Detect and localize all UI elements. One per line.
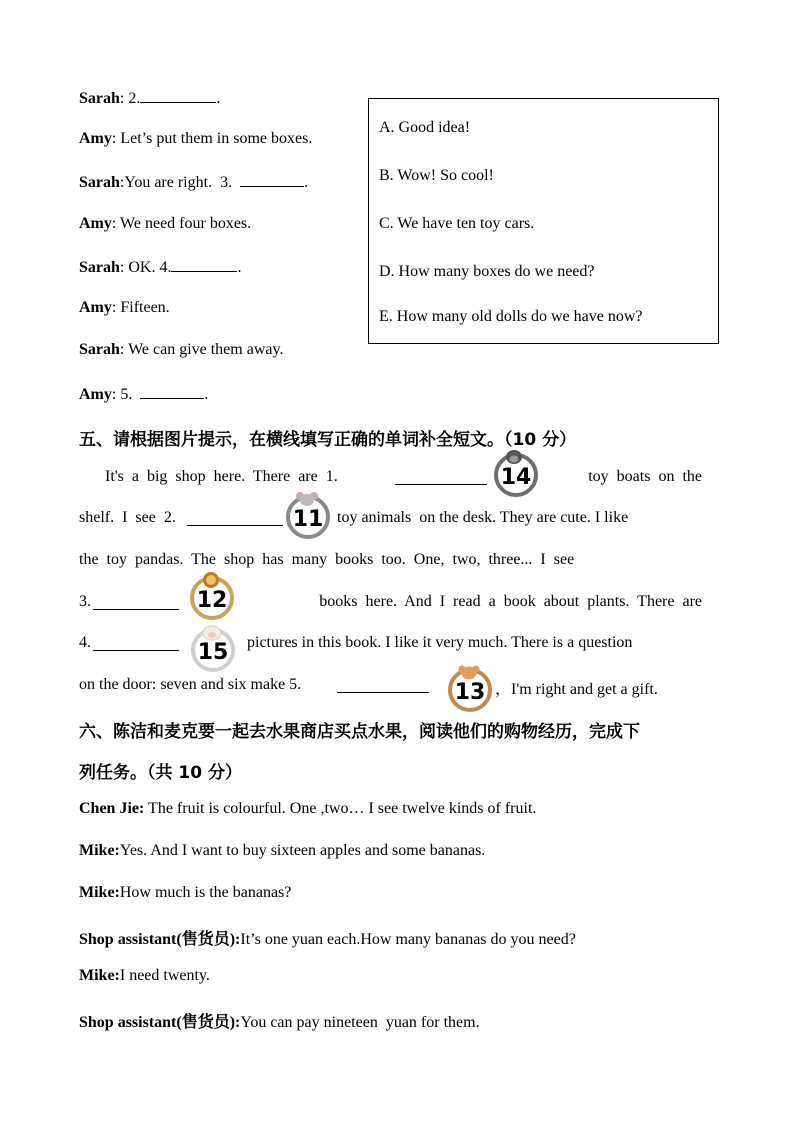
- separator: :: [111, 130, 121, 147]
- bear-icon: [446, 664, 494, 712]
- speaker: Shop assistant(售货员):: [79, 931, 241, 948]
- answer-blank-3[interactable]: [240, 172, 304, 187]
- line-text: 2.: [128, 90, 141, 107]
- answer-blank-5[interactable]: [140, 384, 204, 399]
- section-6-title-1: 六、陈洁和麦克要一起去水果商店买点水果，阅读他们的购物经历，完成下: [79, 722, 640, 742]
- speaker: Sarah: [79, 259, 120, 276]
- answer-blank-4[interactable]: [171, 257, 237, 272]
- answer-blank-p5[interactable]: [337, 678, 429, 693]
- dialog-line-4: [79, 215, 251, 233]
- line-text: We need four boxes.: [120, 215, 252, 232]
- section-5-title: 五、请根据图片提示，在横线填写正确的单词补全短文。（10 分）: [79, 430, 577, 450]
- speaker: Amy: [79, 299, 112, 316]
- line-text: You are right. 3.: [124, 174, 241, 191]
- answer-blank-p2[interactable]: [187, 511, 283, 526]
- choice-d: D. How many boxes do we need?: [379, 263, 595, 280]
- para-text: the toy pandas. The shop has many books too. One, two, three... I see: [79, 551, 575, 568]
- speaker: Mike:: [79, 884, 120, 901]
- speaker: Amy: [79, 130, 112, 147]
- choice-b: B. Wow! So cool!: [379, 167, 494, 184]
- answer-blank-p1[interactable]: [395, 470, 487, 485]
- speaker: Sarah: [79, 341, 120, 358]
- para-text: 3.: [79, 593, 91, 610]
- para-text: on the door: seven and six make 5.: [79, 676, 302, 693]
- dialog-line-3: [79, 172, 308, 192]
- number-badge-bear: [446, 664, 490, 708]
- dialog-line-5: [79, 257, 241, 277]
- number-badge-gorilla: [492, 449, 536, 493]
- para-text: toy animals on the desk. They are cute. I like: [337, 509, 629, 526]
- speaker: Chen Jie:: [79, 800, 145, 817]
- line-text: You can pay nineteen yuan for them.: [240, 1014, 480, 1031]
- shop-dialog-line-3: [79, 884, 291, 902]
- badge-number: 15: [197, 640, 229, 665]
- gorilla-icon: [492, 449, 540, 497]
- badge-number: 14: [500, 465, 532, 490]
- para-text: 4.: [79, 634, 91, 651]
- speaker: Mike:: [79, 967, 120, 984]
- line-tail: .: [237, 259, 242, 276]
- number-badge-sheep: [189, 624, 233, 668]
- shop-dialog-line-2: [79, 842, 485, 860]
- line-text: Let’s put them in some boxes.: [120, 130, 313, 147]
- answer-blank-p4[interactable]: [93, 636, 179, 651]
- separator: :: [111, 215, 121, 232]
- choice-e: E. How many old dolls do we have now?: [379, 308, 643, 325]
- choice-a: A. Good idea!: [379, 119, 471, 136]
- choice-c: C. We have ten toy cars.: [379, 215, 535, 232]
- line-text: I need twenty.: [119, 967, 210, 984]
- shop-dialog-line-1: [79, 800, 536, 818]
- lion-icon: [188, 572, 236, 620]
- line-text: It’s one yuan each.How many bananas do you need?: [240, 931, 576, 948]
- number-badge-mouse: [284, 491, 328, 535]
- dialog-line-6: [79, 299, 170, 317]
- speaker: Sarah: [79, 174, 120, 191]
- line-text: How much is the bananas?: [119, 884, 292, 901]
- speaker: Amy: [79, 215, 112, 232]
- separator: :: [111, 386, 121, 403]
- line-text: The fruit is colourful. One ,two… I see twelve kinds of fruit.: [144, 800, 537, 817]
- choices-box: [368, 98, 719, 344]
- line-text: 5.: [120, 386, 141, 403]
- separator: :: [119, 90, 129, 107]
- shop-dialog-line-6: [79, 1009, 480, 1032]
- animal-head: [300, 494, 314, 506]
- badge-number: 11: [292, 507, 324, 532]
- line-text: Yes. And I want to buy sixteen apples and some bananas.: [119, 842, 486, 859]
- line-text: Fifteen.: [120, 299, 170, 316]
- section-6-title-2: 列任务。（共 10 分）: [79, 763, 242, 783]
- mouse-icon: [284, 491, 332, 539]
- sheep-icon: [189, 624, 237, 672]
- separator: :: [111, 299, 121, 316]
- para-text: ，I'm right and get a gift.: [495, 681, 658, 698]
- animal-head: [462, 667, 477, 680]
- separator: :: [119, 259, 129, 276]
- para-text: It's a big shop here. There are 1.: [105, 468, 338, 485]
- line-tail: .: [204, 386, 209, 403]
- line-text: We can give them away.: [128, 341, 284, 358]
- badge-number: 13: [454, 680, 486, 705]
- para-text: books here. And I read a book about plants. There are: [319, 593, 702, 610]
- dialog-line-7: [79, 341, 283, 359]
- answer-blank-p3[interactable]: [93, 595, 179, 610]
- para-text: pictures in this book. I like it very much. There is a question: [247, 634, 633, 651]
- line-text: OK. 4.: [128, 259, 172, 276]
- speaker: Mike:: [79, 842, 120, 859]
- answer-blank-2[interactable]: [140, 88, 216, 103]
- dialog-line-1: [79, 88, 220, 108]
- para-text: shelf. I see 2.: [79, 509, 176, 526]
- badge-number: 12: [196, 588, 228, 613]
- speaker: Shop assistant(售货员):: [79, 1014, 241, 1031]
- para-text: toy boats on the: [588, 468, 702, 485]
- separator: :: [119, 174, 125, 191]
- separator: :: [119, 341, 129, 358]
- shop-dialog-line-5: [79, 967, 210, 985]
- speaker: Amy: [79, 386, 112, 403]
- shop-dialog-line-4: [79, 926, 576, 949]
- number-badge-lion: [188, 572, 232, 616]
- dialog-line-8: [79, 384, 208, 404]
- speaker: Sarah: [79, 90, 120, 107]
- line-tail: .: [216, 90, 221, 107]
- line-tail: .: [304, 174, 309, 191]
- dialog-line-2: [79, 130, 312, 148]
